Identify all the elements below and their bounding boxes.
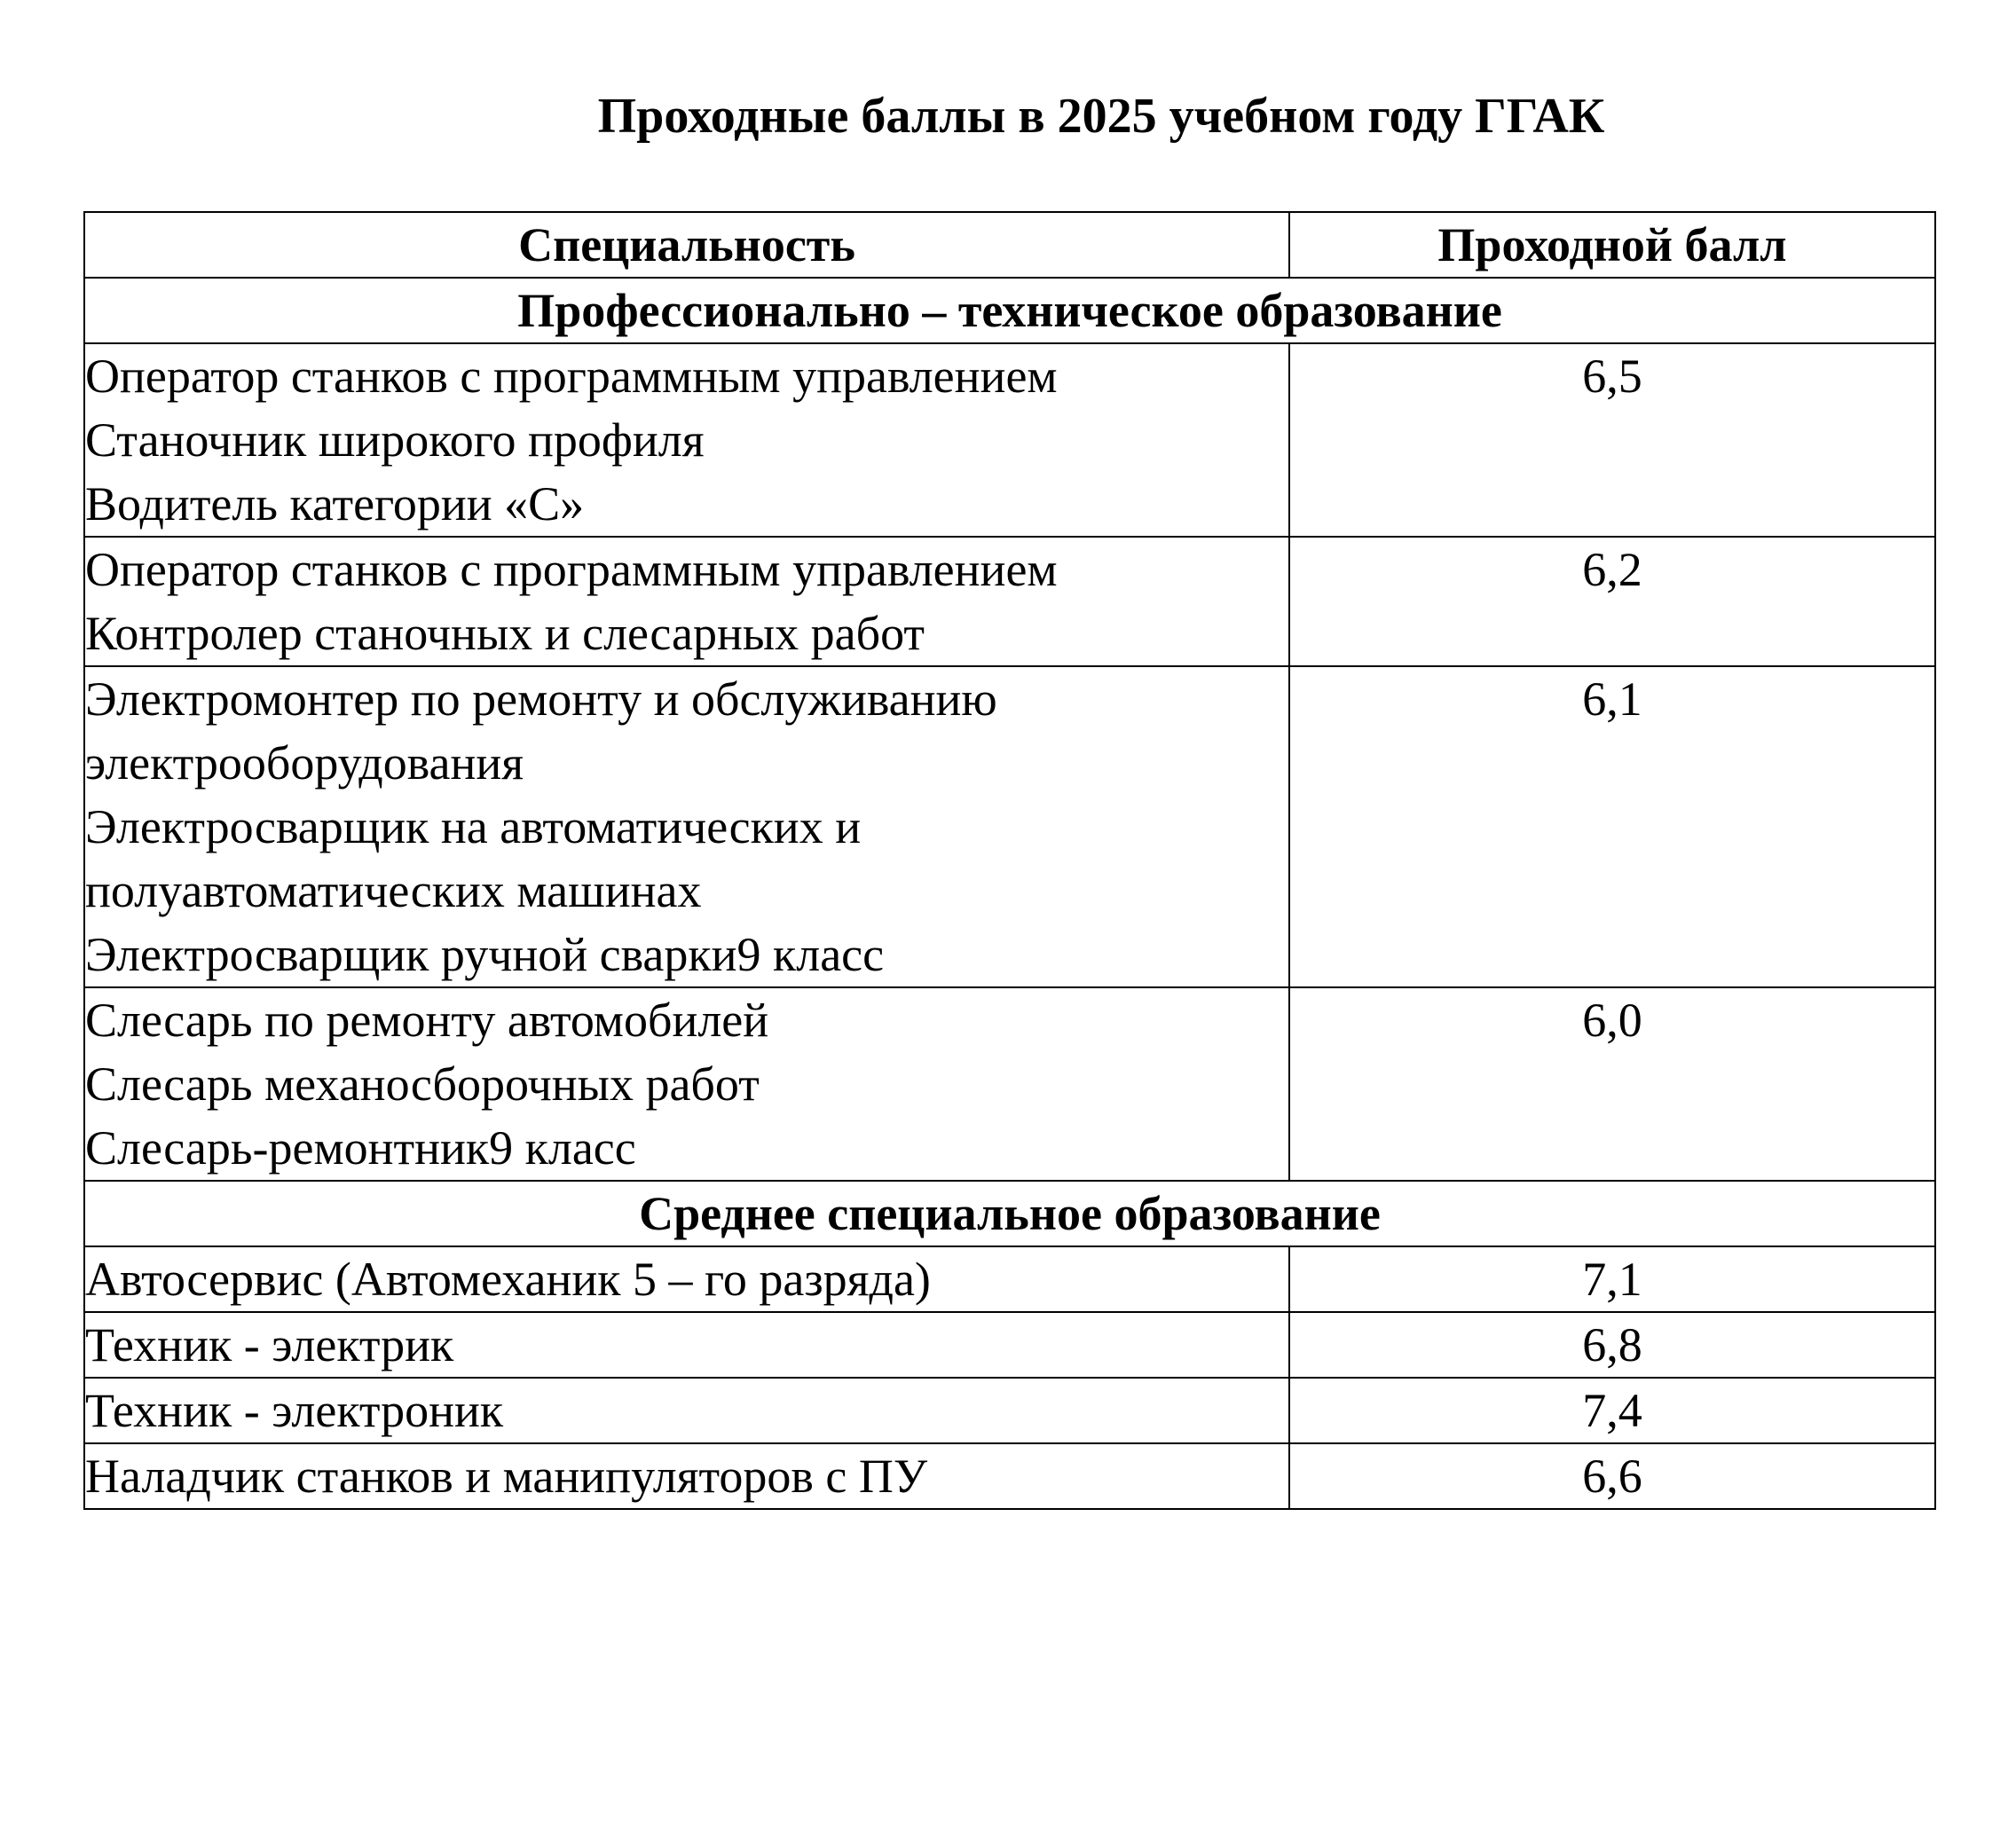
specialty-name: Оператор станков с программным управлением xyxy=(85,350,1058,403)
passing-scores-table xyxy=(83,211,1936,1510)
specialty-cell xyxy=(84,537,1289,666)
specialty-cell xyxy=(84,1443,1289,1509)
passing-score-value: 6,0 xyxy=(1289,987,1935,1181)
passing-score-value: 6,2 xyxy=(1289,537,1935,666)
table-header-row xyxy=(84,212,1935,278)
specialty-name: Водитель категории «С» xyxy=(85,477,585,530)
specialty-cell xyxy=(84,987,1289,1181)
table-row xyxy=(84,1246,1935,1312)
column-header-score: Проходной балл xyxy=(1289,212,1935,278)
specialty-name: Электромонтер по ремонту и обслуживанию xyxy=(85,672,997,726)
passing-score-value: 6,8 xyxy=(1289,1312,1935,1378)
specialty-cell xyxy=(84,1312,1289,1378)
specialty-name: электрооборудования xyxy=(85,736,524,790)
specialty-cell xyxy=(84,666,1289,987)
table-row xyxy=(84,537,1935,666)
specialty-name: Электросварщик ручной сварки9 класс xyxy=(85,928,885,981)
passing-score-value: 7,1 xyxy=(1289,1246,1935,1312)
specialty-cell xyxy=(84,343,1289,537)
section-heading: Среднее специальное образование xyxy=(84,1181,1935,1246)
specialty-name: Станочник широкого профиля xyxy=(85,413,705,467)
table-row xyxy=(84,1312,1935,1378)
specialty-cell xyxy=(84,1378,1289,1443)
section-heading: Профессионально – техническое образование xyxy=(84,278,1935,343)
specialty-name: Электросварщик на автоматических и xyxy=(85,800,862,853)
specialty-name: Техник - электрик xyxy=(85,1318,454,1371)
table-row xyxy=(84,666,1935,987)
specialty-name: Слесарь механосборочных работ xyxy=(85,1057,760,1111)
specialty-name: Автосервис (Автомеханик 5 – го разряда) xyxy=(85,1253,931,1306)
passing-score-value: 7,4 xyxy=(1289,1378,1935,1443)
specialty-name: Слесарь по ремонту автомобилей xyxy=(85,994,769,1047)
table-row xyxy=(84,343,1935,537)
table-row xyxy=(84,1443,1935,1509)
document-title: Проходные баллы в 2025 учебном году ГГАК xyxy=(597,89,1605,144)
passing-score-value: 6,6 xyxy=(1289,1443,1935,1509)
table-row xyxy=(84,1378,1935,1443)
specialty-name: Техник - электроник xyxy=(85,1384,504,1437)
passing-score-value: 6,1 xyxy=(1289,666,1935,987)
specialty-name: Наладчик станков и манипуляторов с ПУ xyxy=(85,1450,928,1503)
section-row xyxy=(84,278,1935,343)
section-row xyxy=(84,1181,1935,1246)
table-row xyxy=(84,987,1935,1181)
specialty-name: Слесарь-ремонтник9 класс xyxy=(85,1121,636,1175)
column-header-specialty: Специальность xyxy=(84,212,1289,278)
specialty-cell xyxy=(84,1246,1289,1312)
specialty-name: полуавтоматических машинах xyxy=(85,864,702,917)
specialty-name: Оператор станков с программным управлением xyxy=(85,543,1058,596)
passing-score-value: 6,5 xyxy=(1289,343,1935,537)
table-body xyxy=(84,278,1935,1509)
specialty-name: Контролер станочных и слесарных работ xyxy=(85,607,925,660)
